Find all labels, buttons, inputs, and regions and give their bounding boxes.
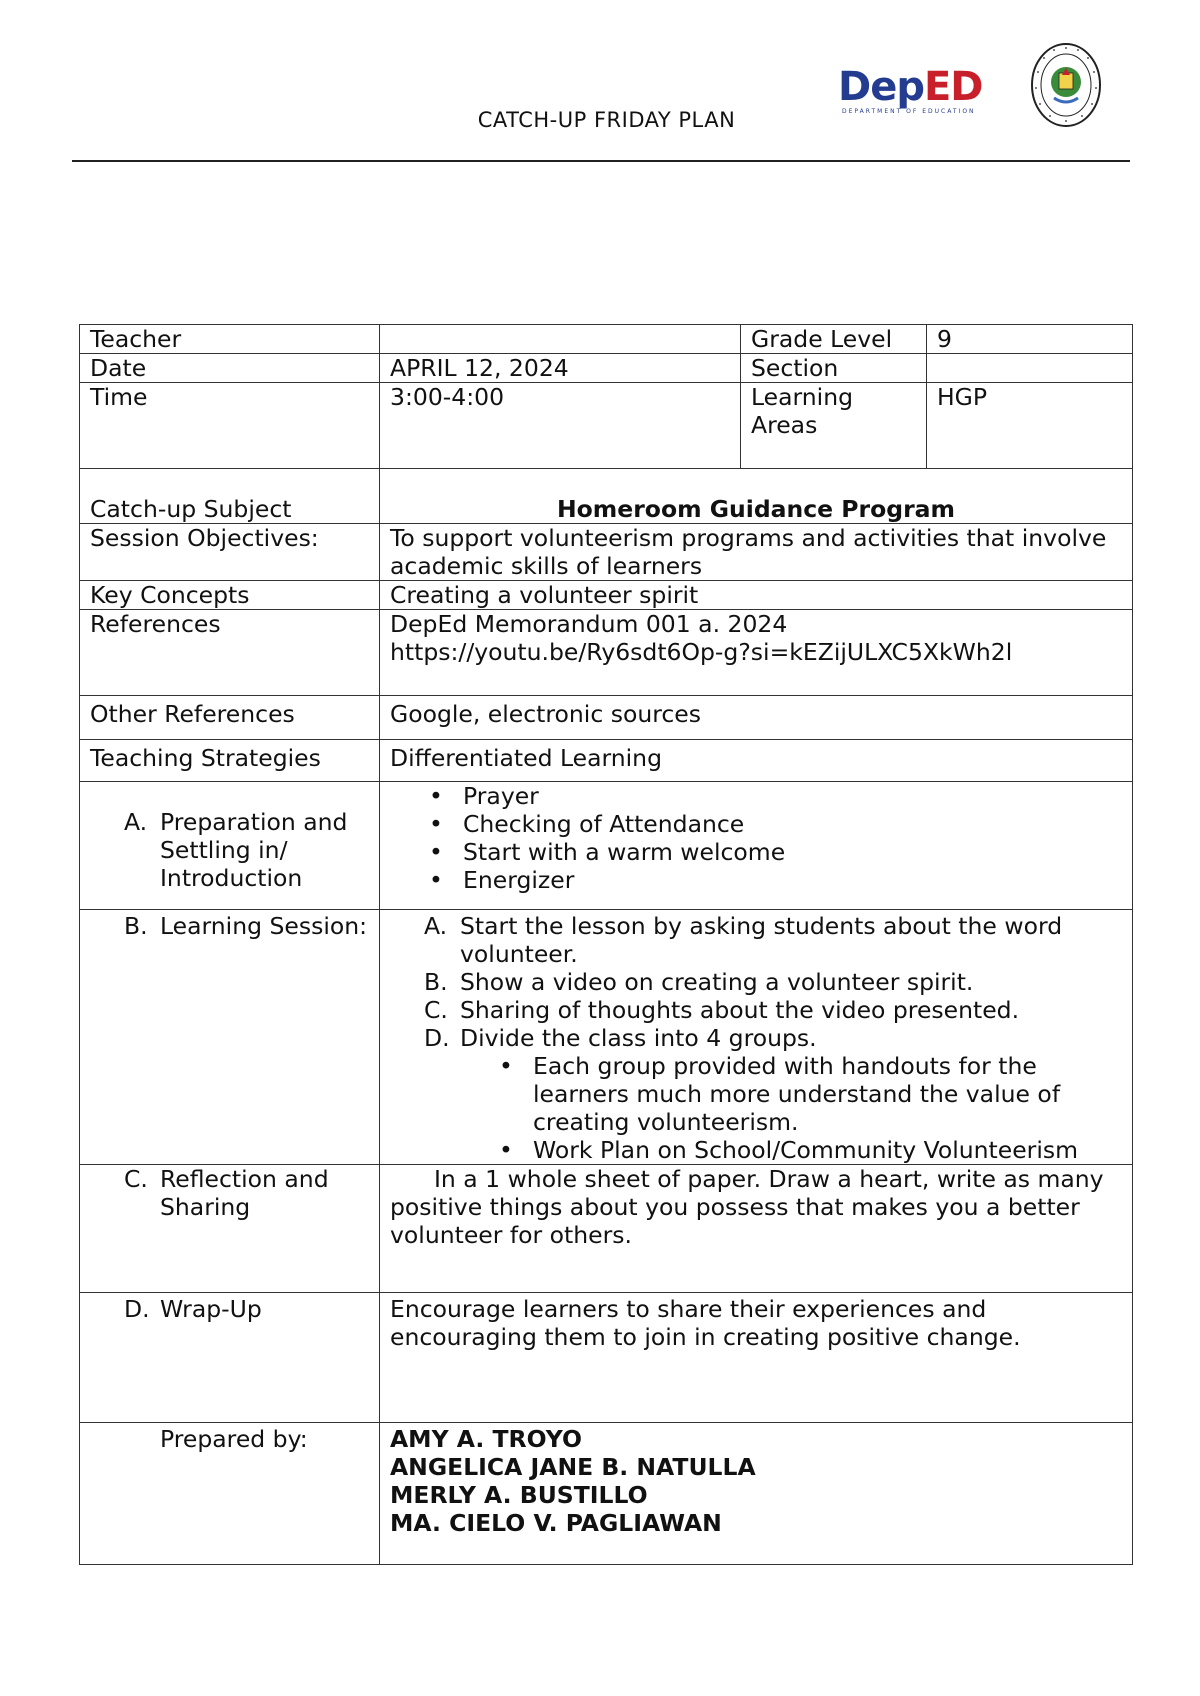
- references-label: References: [80, 610, 380, 696]
- references-memo: DepEd Memorandum 001 a. 2024: [390, 610, 788, 638]
- section-d-content: Encourage learners to share their experiences and encouraging them to join in creating positive change.: [380, 1293, 1133, 1423]
- prepared-by-label: Prepared by:: [80, 1423, 380, 1565]
- teacher-label: Teacher: [80, 325, 380, 354]
- learning-areas-value: HGP: [927, 383, 1133, 469]
- session-objectives-label: Session Objectives:: [80, 524, 380, 581]
- list-item: • Checking of Attendance: [463, 810, 1122, 838]
- time-label: Time: [80, 383, 380, 469]
- sub-list-item: • Each group provided with handouts for the learners much more understand the value of creating volunteerism.: [533, 1052, 1122, 1136]
- section-a-cell: [80, 782, 380, 910]
- list-item: • Energizer: [463, 866, 1122, 894]
- table-row: [80, 910, 1133, 1165]
- teacher-value: [380, 325, 741, 354]
- section-label: Section: [741, 354, 927, 383]
- section-c-label: C. Reflection and Sharing: [124, 1165, 329, 1221]
- table-row: [80, 1293, 1133, 1423]
- learning-areas-label: Learning Areas: [741, 383, 927, 469]
- session-objectives-value: To support volunteerism programs and activities that involve academic skills of learners: [380, 524, 1133, 581]
- table-row: [80, 696, 1133, 740]
- time-value: 3:00-4:00: [380, 383, 741, 469]
- section-b-content: [380, 910, 1133, 1165]
- list-item: • Start with a warm welcome: [463, 838, 1122, 866]
- logo-text-dep: Dep: [838, 64, 924, 110]
- other-references-label: Other References: [80, 696, 380, 740]
- section-a-marker: A.: [124, 808, 148, 836]
- key-concepts-value: Creating a volunteer spirit: [380, 581, 1133, 610]
- list-item: • Prayer: [463, 782, 1122, 810]
- page-title: CATCH-UP FRIDAY PLAN: [477, 108, 736, 132]
- preparer-name: MA. CIELO V. PAGLIAWAN: [390, 1509, 722, 1537]
- prepared-by-names: [380, 1423, 1133, 1565]
- list-item: A. Start the lesson by asking students about the word volunteer.: [424, 912, 1063, 968]
- list-item: B. Show a video on creating a volunteer spirit.: [424, 968, 974, 996]
- plan-table: [79, 324, 1133, 1565]
- table-row: [80, 740, 1133, 782]
- preparer-name: ANGELICA JANE B. NATULLA: [390, 1453, 756, 1481]
- section-c-cell: [80, 1165, 380, 1293]
- section-b-cell: [80, 910, 380, 1165]
- section-value: [927, 354, 1133, 383]
- key-concepts-label: Key Concepts: [80, 581, 380, 610]
- table-row: [80, 782, 1133, 910]
- catch-up-subject-label: Catch-up Subject: [80, 469, 380, 524]
- references-link: https://youtu.be/Ry6sdt6Op-g?si=kEZijULXC5XkWh2l: [390, 638, 1013, 666]
- section-a-content: [380, 782, 1133, 910]
- catch-up-subject-value: Homeroom Guidance Program: [380, 469, 1133, 524]
- references-value: [380, 610, 1133, 696]
- section-d-label: D. Wrap-Up: [124, 1295, 262, 1323]
- grade-level-value: 9: [927, 325, 1133, 354]
- table-row: [80, 354, 1133, 383]
- list-item: C. Sharing of thoughts about the video presented.: [424, 996, 1020, 1024]
- section-b-label: B. Learning Session:: [124, 912, 368, 940]
- date-value: APRIL 12, 2024: [380, 354, 741, 383]
- other-references-value: Google, electronic sources: [380, 696, 1133, 740]
- table-row: [80, 610, 1133, 696]
- table-row: [80, 1165, 1133, 1293]
- logo-text-ed: ED: [923, 64, 983, 110]
- table-row: [80, 383, 1133, 469]
- date-label: Date: [80, 354, 380, 383]
- preparer-name: AMY A. TROYO: [390, 1425, 582, 1453]
- sub-list-item: • Work Plan on School/Community Volunteerism: [533, 1136, 1122, 1164]
- table-row: [80, 581, 1133, 610]
- header-divider: [72, 160, 1130, 162]
- list-item: D. Divide the class into 4 groups. • Each group provided with handouts for the learners much more understand the value of creating volunteerism. • Work Plan on School/Community Volunteerism: [460, 1024, 1122, 1164]
- logo-subtext: DEPARTMENT OF EDUCATION: [842, 108, 976, 115]
- table-row: [80, 1423, 1133, 1565]
- preparer-name: MERLY A. BUSTILLO: [390, 1481, 648, 1509]
- table-row: [80, 325, 1133, 354]
- grade-level-label: Grade Level: [741, 325, 927, 354]
- teaching-strategies-value: Differentiated Learning: [380, 740, 1133, 782]
- section-d-cell: [80, 1293, 380, 1423]
- table-row: [80, 524, 1133, 581]
- section-c-content: In a 1 whole sheet of paper. Draw a heart, write as many positive things about you possess that makes you a better volunteer for others.: [380, 1165, 1133, 1293]
- section-a-label: A. Preparation and Settling in/ Introduction: [124, 808, 348, 892]
- table-row: [80, 469, 1133, 524]
- teaching-strategies-label: Teaching Strategies: [80, 740, 380, 782]
